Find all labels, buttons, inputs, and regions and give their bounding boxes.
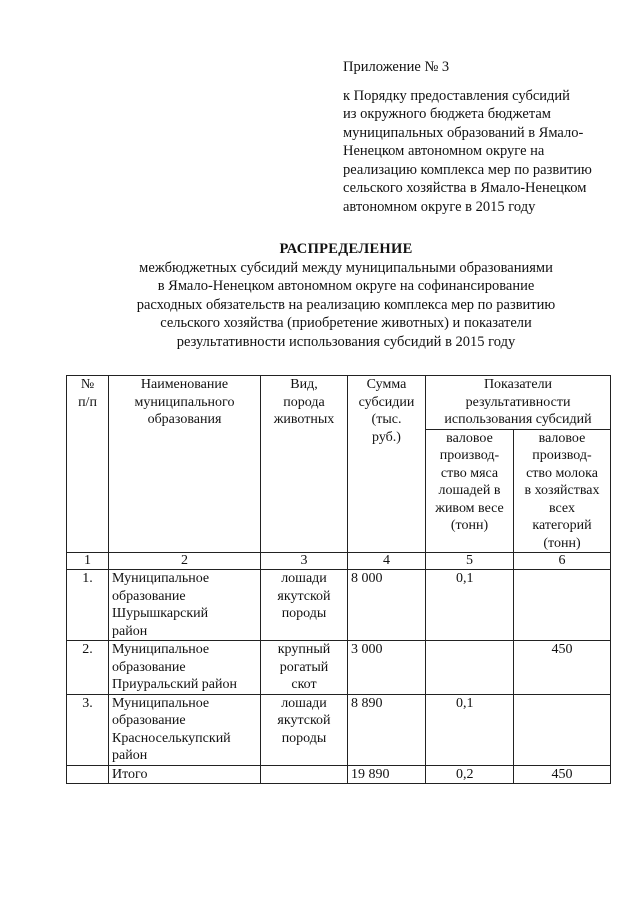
row-milk-output (514, 570, 611, 641)
document-title: РАСПРЕДЕЛЕНИЕ (279, 241, 413, 257)
column-number: 5 (426, 553, 514, 570)
total-num (67, 765, 109, 784)
header-indicators: Показатели результативности использования субсидий (426, 376, 611, 430)
row-municipality: Муниципальное образование Красноселькупский район (109, 694, 261, 765)
table-row (67, 570, 611, 641)
row-num: 3. (67, 694, 109, 765)
row-subsidy-sum: 3 000 (348, 641, 426, 695)
appendix-line: сельского хозяйства в Ямало-Ненецком (343, 180, 587, 196)
header-num: № п/п (67, 376, 109, 553)
table-row (67, 694, 611, 765)
row-num: 2. (67, 641, 109, 695)
header-name: Наименование муниципального образования (109, 376, 261, 553)
table-header-row (67, 376, 611, 430)
column-number: 6 (514, 553, 611, 570)
row-meat-output: 0,1 (426, 570, 514, 641)
total-milk-output: 450 (514, 765, 611, 784)
heading-line: результативности использования субсидий в 2015 году (176, 333, 516, 350)
row-milk-output (514, 694, 611, 765)
total-animal-type (261, 765, 348, 784)
total-row (67, 765, 611, 784)
distribution-table (66, 375, 611, 784)
row-animal-type: лошади якутской породы (261, 570, 348, 641)
row-municipality: Муниципальное образование Приуральский район (109, 641, 261, 695)
column-number: 3 (261, 553, 348, 570)
heading-line: расходных обязательств на реализацию комплекса мер по развитию (136, 296, 556, 313)
header-animal-type: Вид, порода животных (261, 376, 348, 553)
row-meat-output (426, 641, 514, 695)
table-row (67, 641, 611, 695)
header-subsidy-sum: Сумма субсидии (тыс. руб.) (348, 376, 426, 553)
appendix-block (343, 58, 623, 216)
appendix-line: муниципальных образований в Ямало- (343, 124, 584, 141)
heading-line: в Ямало-Ненецком автономном округе на софинансирование (157, 278, 535, 294)
row-animal-type: лошади якутской породы (261, 694, 348, 765)
header-milk-output: валовое производ- ство молока в хозяйствах всех категорий (тонн) (514, 429, 611, 553)
document-heading (90, 240, 602, 351)
appendix-line: автономном округе в 2015 году (343, 198, 536, 215)
appendix-line: из окружного бюджета бюджетам (343, 106, 551, 122)
appendix-title: Приложение № 3 (343, 59, 450, 75)
header-meat-output: валовое производ- ство мяса лошадей в живом весе (тонн) (426, 429, 514, 553)
heading-line: сельского хозяйства (приобретение животных) и показатели (160, 315, 532, 331)
row-animal-type: крупный рогатый скот (261, 641, 348, 695)
row-milk-output: 450 (514, 641, 611, 695)
row-num: 1. (67, 570, 109, 641)
column-number: 2 (109, 553, 261, 570)
total-subsidy-sum: 19 890 (348, 765, 426, 784)
appendix-line: Ненецком автономном округе на (343, 143, 545, 159)
heading-line: межбюджетных субсидий между муниципальными образованиями (139, 259, 553, 276)
column-number: 4 (348, 553, 426, 570)
row-meat-output: 0,1 (426, 694, 514, 765)
row-municipality: Муниципальное образование Шурышкарский район (109, 570, 261, 641)
row-subsidy-sum: 8 890 (348, 694, 426, 765)
column-number-row (67, 553, 611, 570)
row-subsidy-sum: 8 000 (348, 570, 426, 641)
appendix-line: реализацию комплекса мер по развитию (343, 161, 592, 178)
column-number: 1 (67, 553, 109, 570)
total-meat-output: 0,2 (426, 765, 514, 784)
total-label: Итого (109, 765, 261, 784)
appendix-line: к Порядку предоставления субсидий (343, 87, 570, 104)
